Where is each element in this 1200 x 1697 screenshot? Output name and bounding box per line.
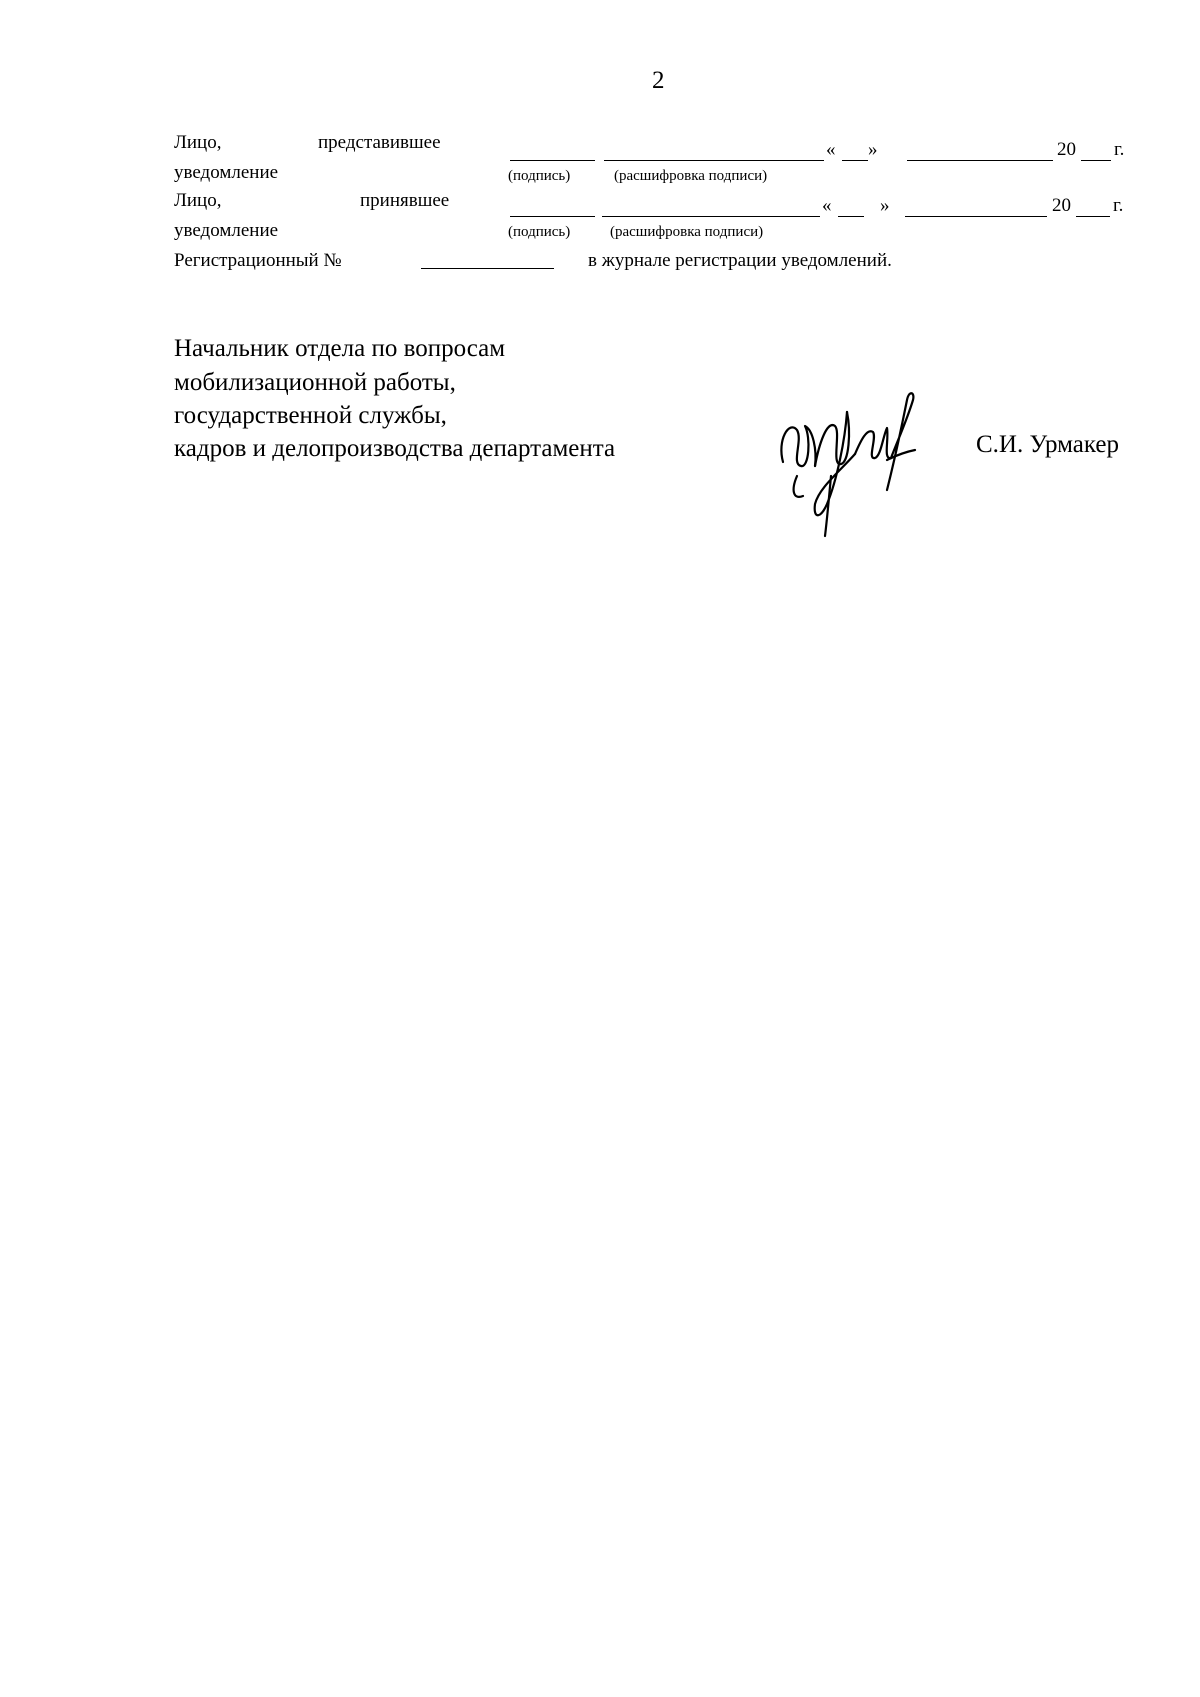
registration-number-line[interactable] [421, 268, 554, 269]
registration-suffix: в журнале регистрации уведомлений. [588, 250, 892, 271]
received-decryption-line[interactable] [602, 216, 820, 217]
submitted-signature-line[interactable] [510, 160, 595, 161]
received-quote-open: « [822, 195, 832, 216]
submitted-decryption-caption: (расшифровка подписи) [614, 168, 768, 184]
submitted-label-second: уведомление [174, 162, 279, 183]
received-year-prefix: 20 [1052, 195, 1071, 216]
received-label-left: Лицо, [174, 190, 222, 211]
submitted-decryption-line[interactable] [604, 160, 824, 161]
position-line-4: кадров и делопроизводства департамента [174, 435, 616, 462]
received-month-line[interactable] [905, 216, 1047, 217]
received-decryption-caption: (расшифровка подписи) [610, 224, 764, 240]
submitted-day-line[interactable] [842, 160, 868, 161]
submitted-label-left: Лицо, [174, 132, 222, 153]
submitted-label-right: представившее [318, 132, 441, 153]
received-signature-caption: (подпись) [508, 224, 571, 240]
position-line-1: Начальник отдела по вопросам [174, 335, 506, 362]
submitted-signature-caption: (подпись) [508, 168, 571, 184]
submitted-year-suffix: г. [1114, 139, 1125, 160]
page-number: 2 [652, 67, 665, 94]
received-year-line[interactable] [1076, 216, 1110, 217]
submitted-quote-close: » [868, 139, 878, 160]
position-line-2: мобилизационной работы, [174, 369, 456, 396]
received-day-line[interactable] [838, 216, 864, 217]
submitted-year-prefix: 20 [1057, 139, 1076, 160]
received-label-second: уведомление [174, 220, 279, 241]
signatory-name: С.И. Урмакер [976, 431, 1119, 458]
submitted-quote-open: « [826, 139, 836, 160]
received-year-suffix: г. [1113, 195, 1124, 216]
received-label-right: принявшее [360, 190, 450, 211]
handwritten-signature [775, 380, 925, 540]
submitted-year-line[interactable] [1081, 160, 1111, 161]
registration-label: Регистрационный № [174, 250, 342, 271]
received-quote-close: » [880, 195, 890, 216]
received-signature-line[interactable] [510, 216, 595, 217]
submitted-month-line[interactable] [907, 160, 1053, 161]
position-line-3: государственной службы, [174, 402, 447, 429]
